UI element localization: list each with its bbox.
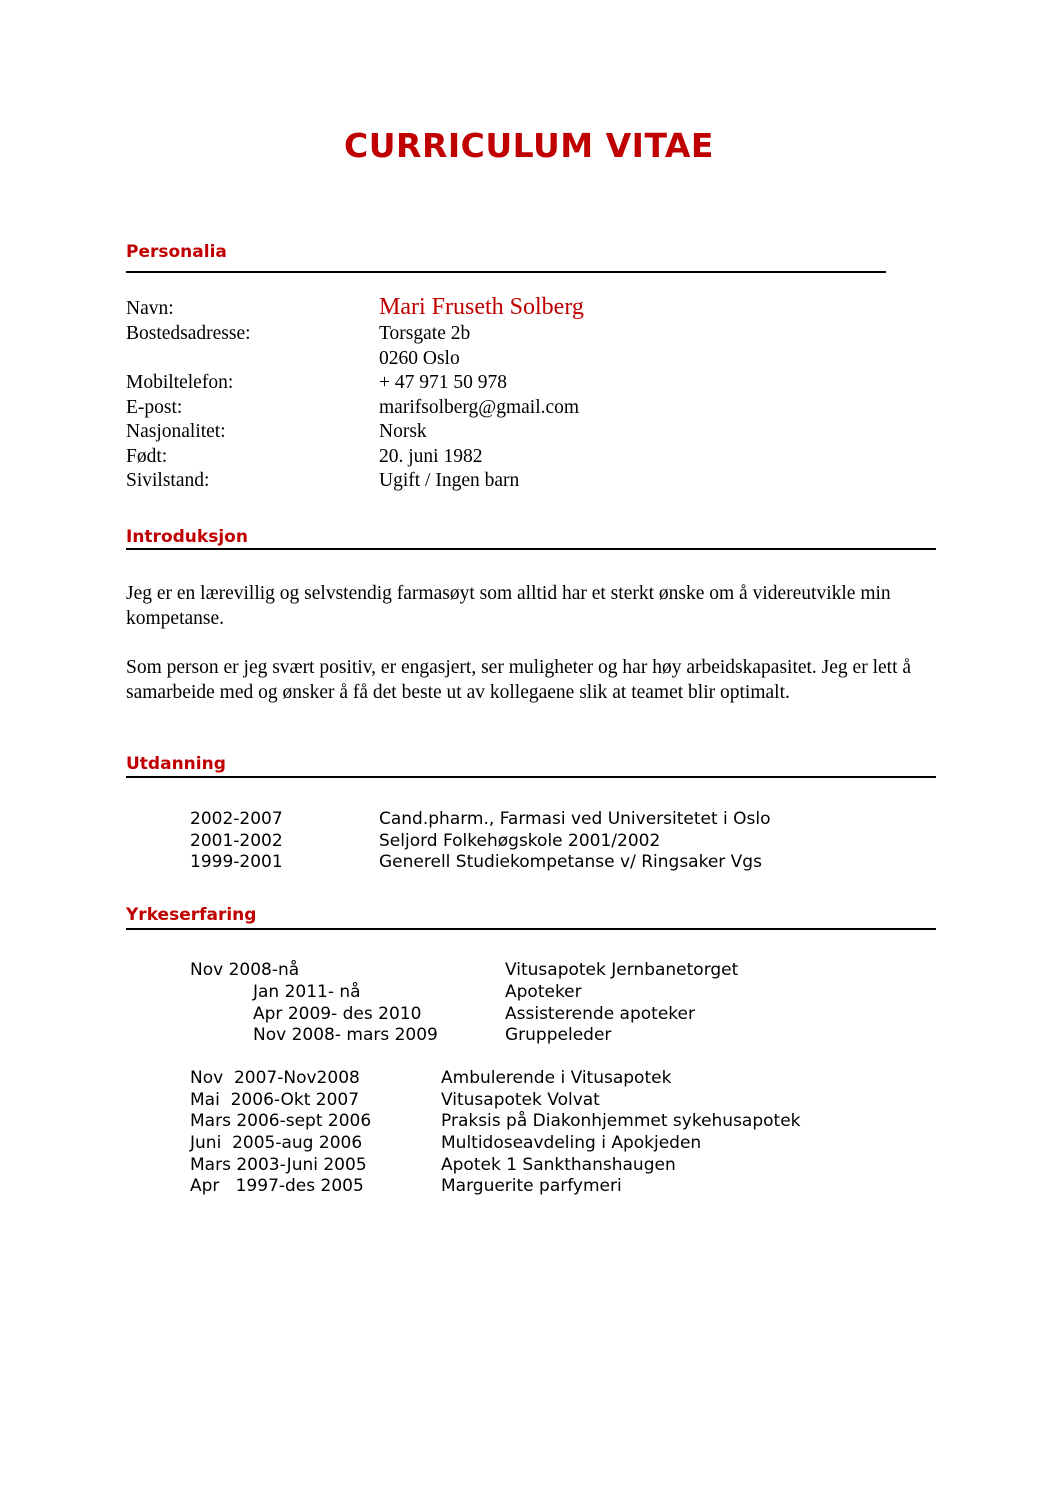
email-label: E-post: [126,397,183,418]
experience-period: Juni 2005-aug 2006 [190,1133,363,1153]
experience-period: Mars 2003-Juni 2005 [190,1155,367,1175]
mobile-label: Mobiltelefon: [126,372,234,393]
education-row [190,852,762,874]
born-value: 20. juni 1982 [379,446,483,467]
section-divider [126,271,886,273]
section-divider [126,776,936,778]
email-value: marifsolberg@gmail.com [379,397,580,418]
personalia-row-civil-status [126,470,926,495]
experience-description: Praksis på Diakonhjemmet sykehusapotek [441,1111,801,1131]
experience-description: Ambulerende i Vitusapotek [441,1068,672,1088]
personalia-row-address2 [126,348,926,373]
experience-period: Apr 1997-des 2005 [190,1176,364,1196]
experience-row [190,1090,600,1112]
section-divider [126,548,936,550]
experience-period: Mars 2006-sept 2006 [190,1111,372,1131]
experience-description: Apotek 1 Sankthanshaugen [441,1155,676,1175]
education-description: Seljord Folkehøgskole 2001/2002 [379,831,661,851]
intro-paragraph-2: Som person er jeg svært positiv, er engasjert, ser muligheter og har høy arbeidskapasitet. Jeg er lett å samarbeide med og ønsker å få det beste ut av kollegaene slik at teamet blir optimalt. [126,657,912,703]
personalia-row-email [126,397,926,422]
personalia-row-nationality [126,421,926,446]
document-title: CURRICULUM VITAE [344,126,714,165]
address-label: Bostedsadresse: [126,323,251,344]
experience-description: Marguerite parfymeri [441,1176,622,1196]
born-label: Født: [126,446,168,467]
name-value: Mari Fruseth Solberg [379,294,584,320]
address-line1: Torsgate 2b [379,323,471,344]
experience-row [190,1068,672,1090]
section-heading-yrkeserfaring: Yrkeserfaring [126,905,257,925]
education-description: Generell Studiekompetanse v/ Ringsaker Vgs [379,852,762,872]
education-row [190,831,661,853]
experience-row [190,1176,622,1198]
section-divider [126,928,936,930]
section-heading-personalia: Personalia [126,242,227,262]
personalia-row-born [126,446,926,471]
role-period: Jan 2011- nå [253,982,361,1002]
experience-description: Multidoseavdeling i Apokjeden [441,1133,702,1153]
personalia-row-mobile [126,372,926,397]
section-heading-utdanning: Utdanning [126,754,226,774]
section-heading-introduksjon: Introduksjon [126,527,248,547]
address-line2: 0260 Oslo [379,348,460,369]
nationality-value: Norsk [379,421,427,442]
mobile-value: + 47 971 50 978 [379,372,507,393]
personalia-row-address [126,323,926,348]
education-row [190,809,771,831]
personalia-row-name [126,294,926,323]
name-label: Navn: [126,298,174,319]
experience-role-row [253,982,582,1004]
education-period: 2001-2002 [190,831,283,851]
role-period: Apr 2009- des 2010 [253,1004,422,1024]
experience-period: Mai 2006-Okt 2007 [190,1090,360,1110]
role-title: Apoteker [505,982,582,1002]
role-period: Nov 2008- mars 2009 [253,1025,438,1045]
civil-value: Ugift / Ingen barn [379,470,520,491]
nationality-label: Nasjonalitet: [126,421,226,442]
experience-role-row [253,1004,695,1026]
experience-row [190,1133,702,1155]
experience-role-row [253,1025,612,1047]
experience-period: Nov 2007-Nov2008 [190,1068,360,1088]
civil-label: Sivilstand: [126,470,210,491]
experience-group-row [190,960,739,982]
experience-employer: Vitusapotek Jernbanetorget [505,960,739,980]
role-title: Assisterende apoteker [505,1004,695,1024]
experience-row [190,1155,676,1177]
education-period: 2002-2007 [190,809,283,829]
experience-period: Nov 2008-nå [190,960,300,980]
education-description: Cand.pharm., Farmasi ved Universitetet i Oslo [379,809,771,829]
intro-paragraph-1: Jeg er en lærevillig og selvstendig farmasøyt som alltid har et sterkt ønske om å videreutvikle min kompetanse. [126,583,891,629]
experience-row [190,1111,801,1133]
education-period: 1999-2001 [190,852,283,872]
role-title: Gruppeleder [505,1025,612,1045]
experience-description: Vitusapotek Volvat [441,1090,600,1110]
